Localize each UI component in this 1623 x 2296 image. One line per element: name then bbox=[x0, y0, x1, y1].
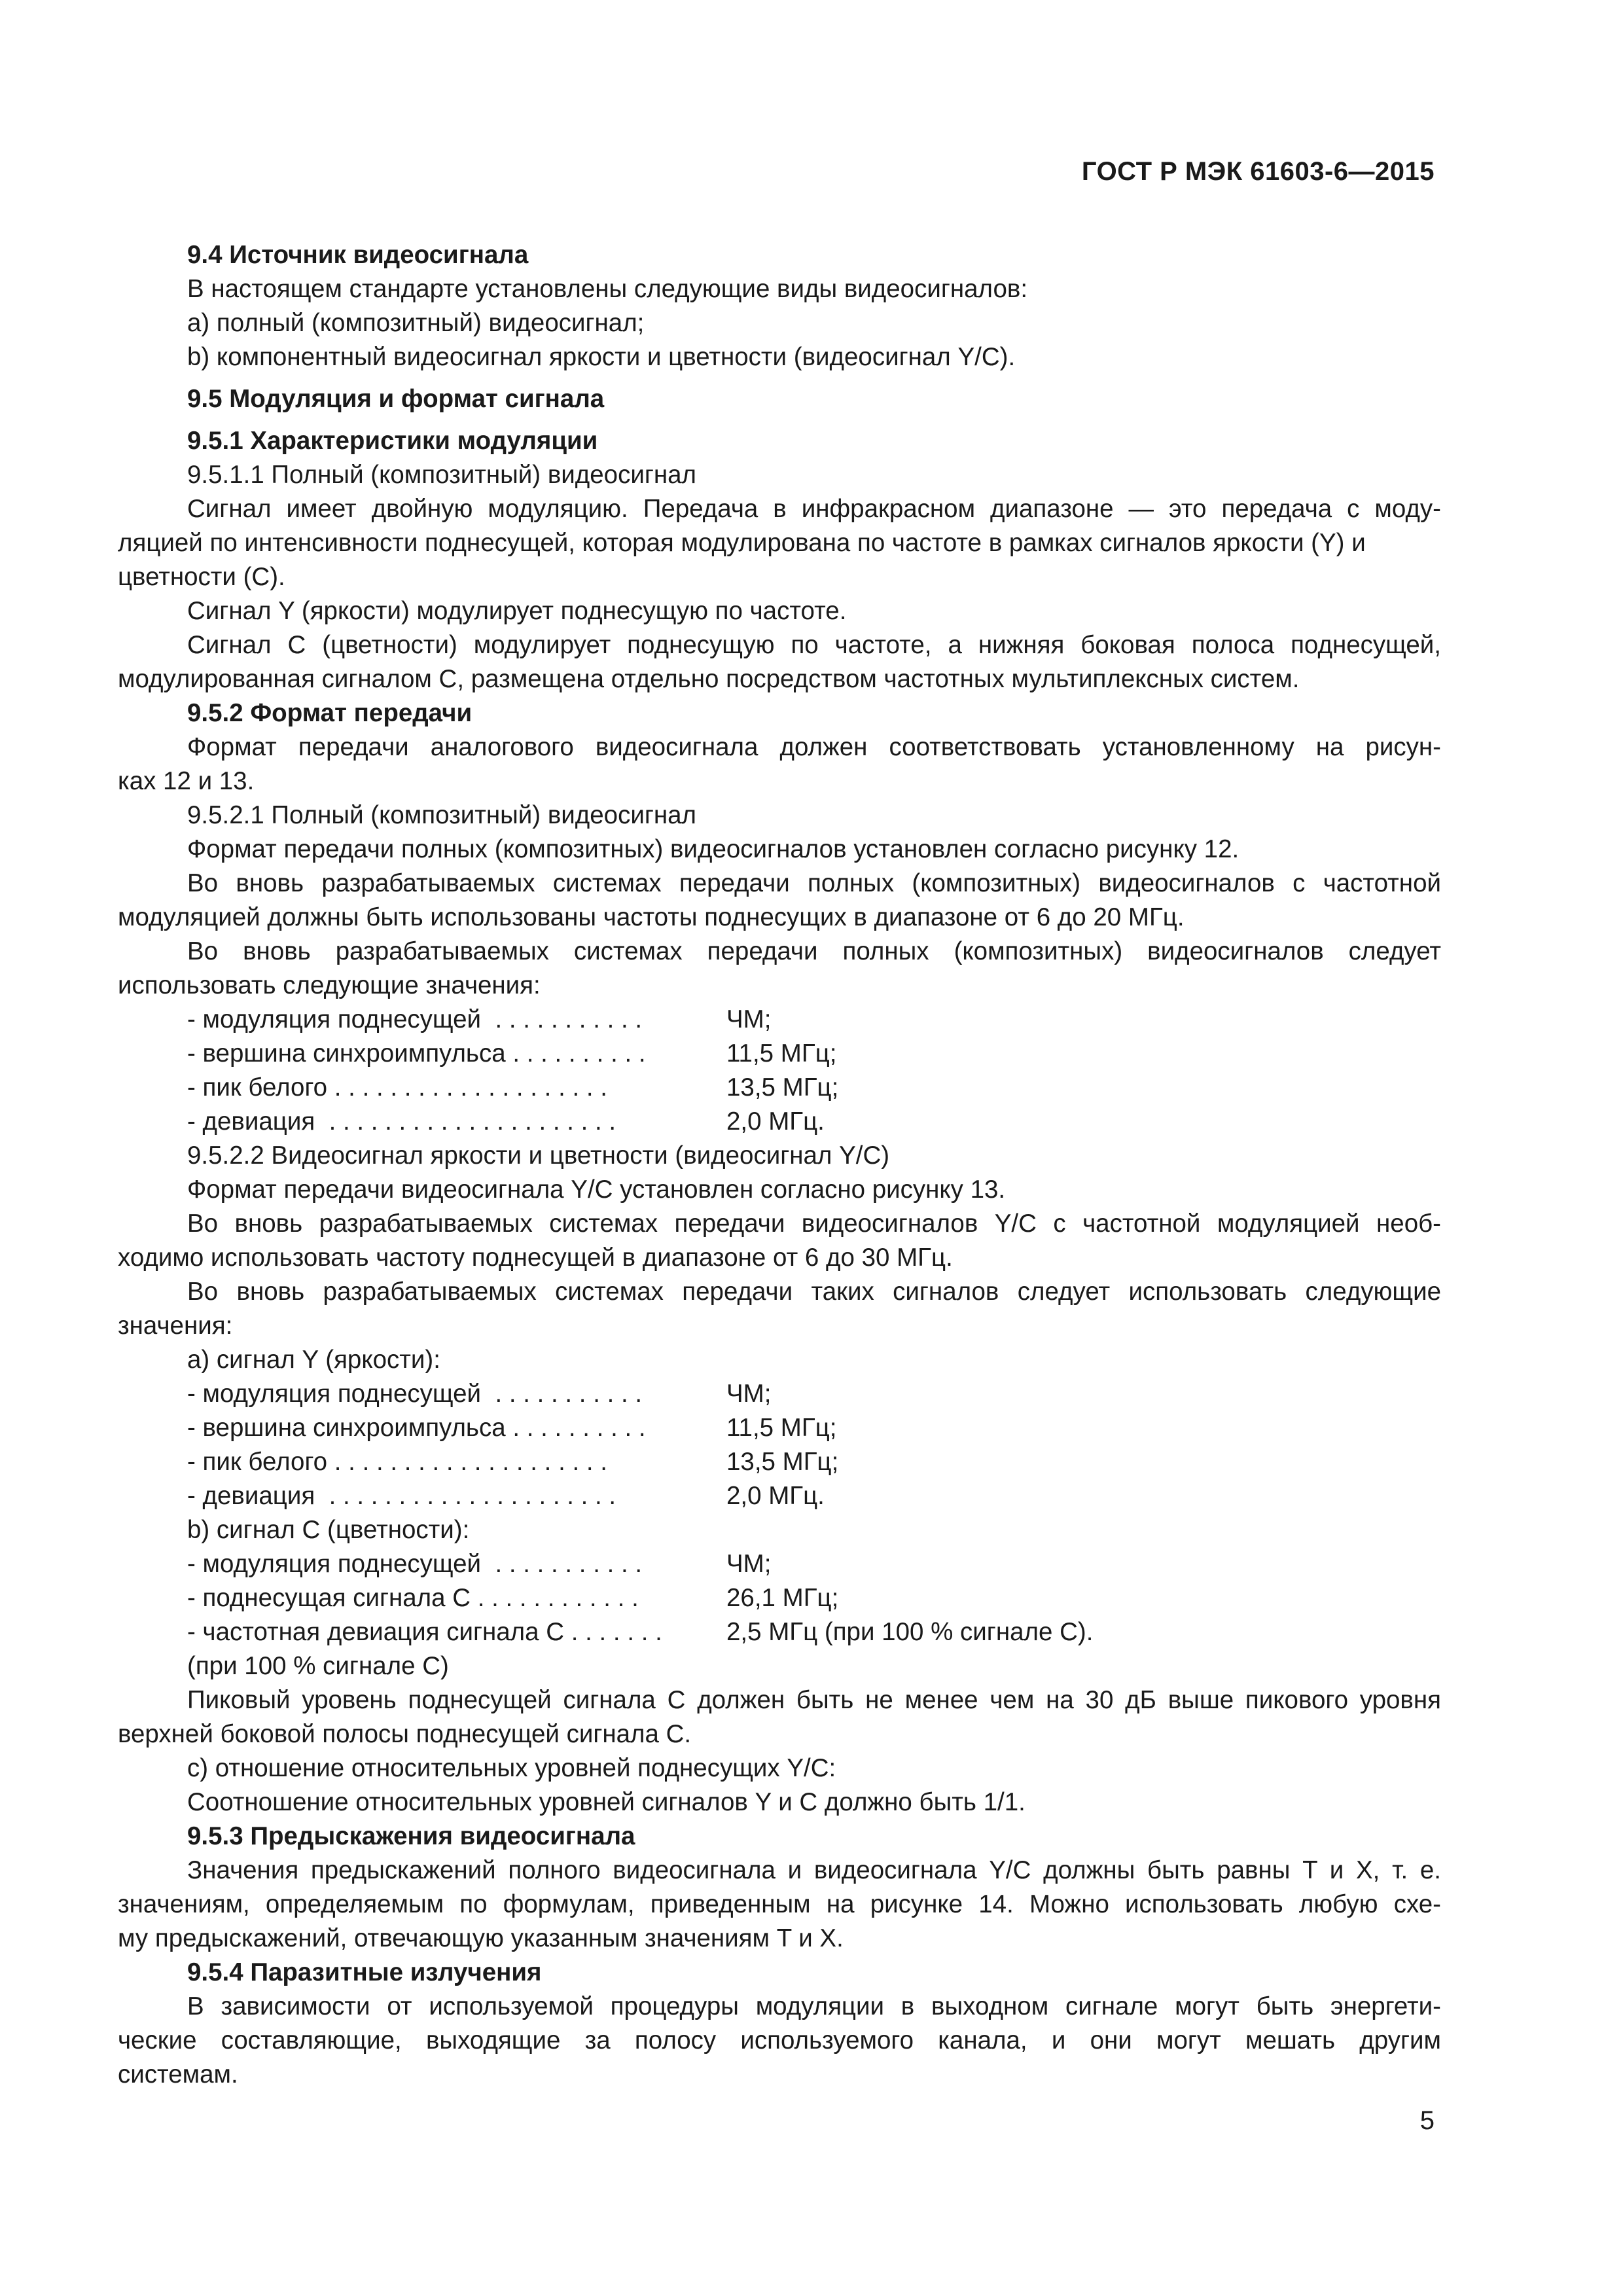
paragraph-line: b) сигнал C (цветности): bbox=[187, 1516, 470, 1544]
parameter-name: - вершина синхроимпульса . . . . . . . . . . bbox=[187, 1414, 653, 1442]
section-heading: 9.5.2 Формат передачи bbox=[187, 699, 473, 727]
parameter-row bbox=[118, 1071, 1441, 1105]
parameter-value: 2,0 МГц. bbox=[726, 1107, 825, 1136]
section-heading: 9.5.3 Предыскажения видеосигнала bbox=[187, 1822, 635, 1850]
paragraph-line: верхней боковой полосы поднесущей сигнала C. bbox=[118, 1720, 692, 1748]
paragraph-line: ческие составляющие, выходящие за полосу используемого канала, и они могут мешать другим bbox=[118, 2026, 1441, 2054]
paragraph-line: Во вновь разрабатываемых системах передачи полных (композитных) видеосигналов с частотной bbox=[187, 869, 1441, 897]
paragraph-line: 9.5.2.1 Полный (композитный) видеосигнал bbox=[187, 801, 697, 829]
parameter-value: 2,5 МГц (при 100 % сигнале C). bbox=[726, 1618, 1094, 1646]
parameter-name: - вершина синхроимпульса . . . . . . . . . . bbox=[187, 1039, 653, 1067]
parameter-value: 11,5 МГц; bbox=[726, 1039, 837, 1067]
paragraph-line: цветности (C). bbox=[118, 563, 285, 591]
paragraph-line: Формат передачи аналогового видеосигнала должен соответствовать установленному на рисун- bbox=[187, 733, 1441, 761]
page-number: 5 bbox=[1419, 2106, 1435, 2135]
paragraph-line: использовать следующие значения: bbox=[118, 971, 541, 999]
paragraph-line: Сигнал C (цветности) модулирует поднесущую по частоте, а нижняя боковая полоса поднесущей, bbox=[187, 631, 1441, 659]
parameter-name: - поднесущая сигнала C . . . . . . . . . . . . bbox=[187, 1584, 646, 1612]
parameter-value: 13,5 МГц; bbox=[726, 1448, 839, 1476]
parameter-value: 13,5 МГц; bbox=[726, 1073, 839, 1102]
document-body bbox=[118, 230, 1441, 2092]
section-heading: 9.4 Источник видеосигнала bbox=[187, 241, 529, 269]
paragraph-line: значениям, определяемым по формулам, приведенным на рисунке 14. Можно использовать любую схе- bbox=[118, 1890, 1441, 1918]
paragraph-line: a) сигнал Y (яркости): bbox=[187, 1346, 440, 1374]
parameter-name: - пик белого . . . . . . . . . . . . . . . . . . . . bbox=[187, 1448, 615, 1476]
paragraph-line: Сигнал имеет двойную модуляцию. Передача в инфракрасном диапазоне — это передача с моду- bbox=[187, 495, 1441, 523]
section-heading: 9.5.4 Паразитные излучения bbox=[187, 1958, 542, 1986]
parameter-row bbox=[118, 1411, 1441, 1445]
paragraph-line: Соотношение относительных уровней сигналов Y и C должно быть 1/1. bbox=[187, 1788, 1026, 1816]
paragraph-line: му предыскажений, отвечающую указанным значениям T и X. bbox=[118, 1924, 844, 1952]
parameter-row bbox=[118, 1581, 1441, 1615]
paragraph-line: (при 100 % сигнале C) bbox=[187, 1652, 449, 1680]
parameter-name: - пик белого . . . . . . . . . . . . . . . . . . . . bbox=[187, 1073, 615, 1102]
section-heading: 9.5 Модуляция и формат сигнала bbox=[187, 385, 605, 413]
parameter-name: - модуляция поднесущей . . . . . . . . . . . bbox=[187, 1005, 649, 1033]
paragraph-line: Во вновь разрабатываемых системах передачи таких сигналов следует использовать следующие bbox=[187, 1278, 1441, 1306]
parameter-row bbox=[118, 1003, 1441, 1037]
paragraph-line: системам. bbox=[118, 2060, 238, 2089]
parameter-row bbox=[118, 1547, 1441, 1581]
parameter-name: - девиация . . . . . . . . . . . . . . . . . . . . . bbox=[187, 1107, 623, 1136]
parameter-name: - девиация . . . . . . . . . . . . . . . . . . . . . bbox=[187, 1482, 623, 1510]
parameter-value: ЧМ; bbox=[726, 1380, 772, 1408]
paragraph-line: модулированная сигналом C, размещена отдельно посредством частотных мультиплексных систем. bbox=[118, 665, 1300, 693]
paragraph-line: c) отношение относительных уровней поднесущих Y/C: bbox=[187, 1754, 836, 1782]
document-header: ГОСТ Р МЭК 61603-6—2015 bbox=[1081, 157, 1435, 186]
parameter-row bbox=[118, 1037, 1441, 1071]
paragraph-line: Формат передачи видеосигнала Y/C установлен согласно рисунку 13. bbox=[187, 1175, 1006, 1204]
paragraph-line: значения: bbox=[118, 1312, 233, 1340]
parameter-row bbox=[118, 1615, 1441, 1649]
parameter-value: 26,1 МГц; bbox=[726, 1584, 839, 1612]
parameter-value: ЧМ; bbox=[726, 1005, 772, 1033]
paragraph-line: ках 12 и 13. bbox=[118, 767, 255, 795]
paragraph-line: Во вновь разрабатываемых системах передачи полных (композитных) видеосигналов следует bbox=[187, 937, 1441, 965]
paragraph-line: 9.5.2.2 Видеосигнал яркости и цветности (видеосигнал Y/C) bbox=[187, 1141, 890, 1170]
parameter-name: - частотная девиация сигнала C . . . . . . . bbox=[187, 1618, 669, 1646]
paragraph-line: a) полный (композитный) видеосигнал; bbox=[187, 309, 645, 337]
paragraph-line: Значения предыскажений полного видеосигнала и видеосигнала Y/C должны быть равны T и X, т. е. bbox=[187, 1856, 1441, 1884]
paragraph-line: 9.5.1.1 Полный (композитный) видеосигнал bbox=[187, 461, 697, 489]
paragraph-line: В зависимости от используемой процедуры модуляции в выходном сигнале могут быть энергети- bbox=[187, 1992, 1441, 2020]
paragraph-line: В настоящем стандарте установлены следующие виды видеосигналов: bbox=[187, 275, 1028, 303]
parameter-row bbox=[118, 1105, 1441, 1139]
paragraph-line: Во вновь разрабатываемых системах передачи видеосигналов Y/C с частотной модуляцией необ- bbox=[187, 1210, 1441, 1238]
paragraph-line: Формат передачи полных (композитных) видеосигналов установлен согласно рисунку 12. bbox=[187, 835, 1240, 863]
parameter-row bbox=[118, 1445, 1441, 1479]
paragraph-line: Сигнал Y (яркости) модулирует поднесущую по частоте. bbox=[187, 597, 847, 625]
parameter-value: 2,0 МГц. bbox=[726, 1482, 825, 1510]
parameter-name: - модуляция поднесущей . . . . . . . . . . . bbox=[187, 1380, 649, 1408]
paragraph-line: b) компонентный видеосигнал яркости и цветности (видеосигнал Y/C). bbox=[187, 343, 1016, 371]
section-heading: 9.5.1 Характеристики модуляции bbox=[187, 427, 598, 455]
parameter-value: ЧМ; bbox=[726, 1550, 772, 1578]
paragraph-line: ходимо использовать частоту поднесущей в диапазоне от 6 до 30 МГц. bbox=[118, 1244, 953, 1272]
paragraph-line: модуляцией должны быть использованы частоты поднесущих в диапазоне от 6 до 20 МГц. bbox=[118, 903, 1185, 931]
parameter-name: - модуляция поднесущей . . . . . . . . . . . bbox=[187, 1550, 649, 1578]
parameter-row bbox=[118, 1479, 1441, 1513]
parameter-row bbox=[118, 1377, 1441, 1411]
paragraph-line: ляцией по интенсивности поднесущей, которая модулирована по частоте в рамках сигналов яркости (Y) и bbox=[118, 529, 1366, 557]
paragraph-line: Пиковый уровень поднесущей сигнала C должен быть не менее чем на 30 дБ выше пикового уровня bbox=[187, 1686, 1441, 1714]
parameter-value: 11,5 МГц; bbox=[726, 1414, 837, 1442]
